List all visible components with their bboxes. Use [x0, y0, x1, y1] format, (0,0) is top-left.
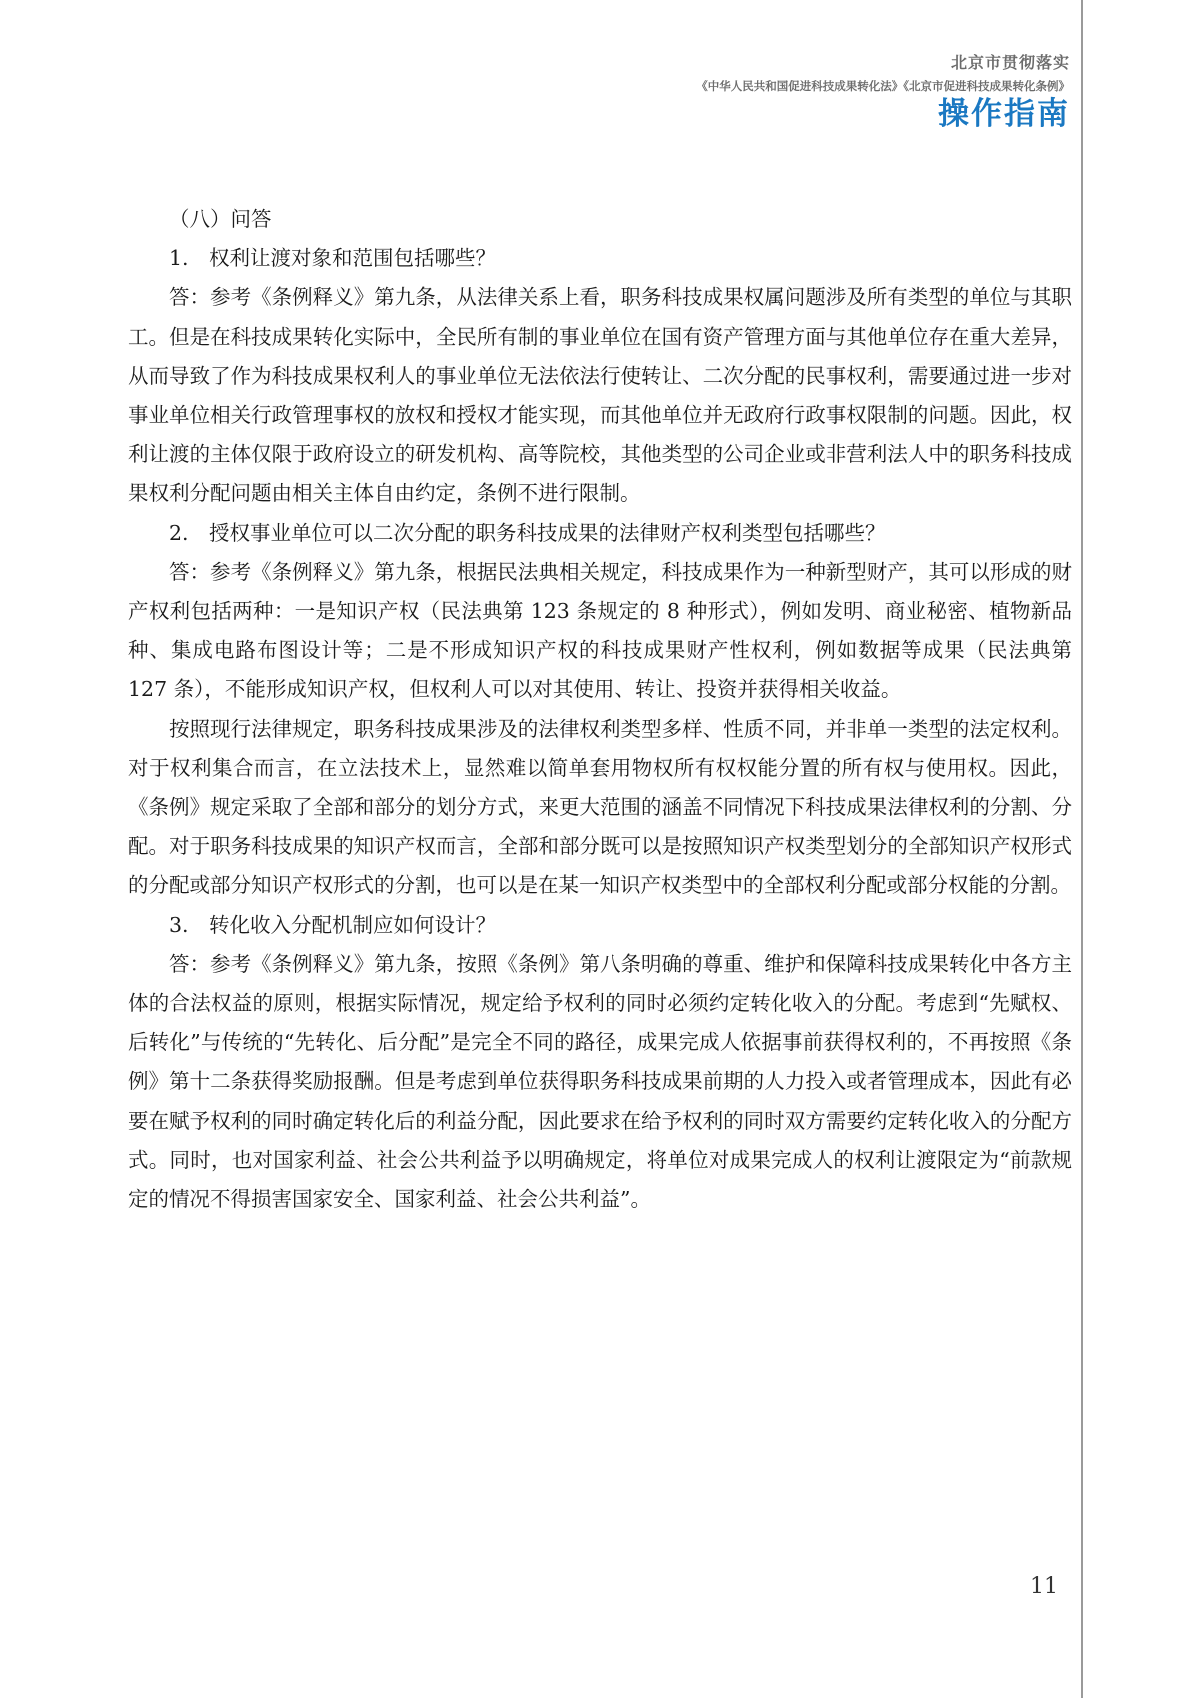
answer-3: 答：参考《条例释义》第九条，按照《条例》第八条明确的尊重、维护和保障科技成果转化中各方主体的合法权益的原则，根据实际情况，规定给予权利的同时必须约定转化收入的分配。考虑到“先赋权、后转化”与传统的“先转化、后分配”是完全不同的路径，成果完成人依据事前获得权利的，不再按照《条例》第十二条获得奖励报酬。但是考虑到单位获得职务科技成果前期的人力投入或者管理成本，因此有必要在赋予权利的同时确定转化后的利益分配，因此要求在给予权利的同时双方需要约定转化收入的分配方式。同时，也对国家利益、社会公共利益予以明确规定，将单位对成果完成人的权利让渡限定为“前款规定的情况不得损害国家安全、国家利益、社会公共利益”。 — [128, 951, 1072, 1212]
answer-1: 答：参考《条例释义》第九条，从法律关系上看，职务科技成果权属问题涉及所有类型的单位与其职工。但是在科技成果转化实际中，全民所有制的事业单位在国有资产管理方面与其他单位存在重大差异，从而导致了作为科技成果权利人的事业单位无法依法行使转让、二次分配的民事权利，需要通过进一步对事业单位相关行政管理事权的放权和授权才能实现，而其他单位并无政府行政事权限制的问题。因此，权利让渡的主体仅限于政府设立的研发机构、高等院校，其他类型的公司企业或非营利法人中的职务科技成果权利分配问题由相关主体自由约定，条例不进行限制。 — [128, 285, 1072, 506]
right-margin-rule — [1081, 0, 1083, 1698]
question-1: 1. 权利让渡对象和范围包括哪些？ — [169, 246, 497, 271]
header-guide-title: 操作指南 — [938, 96, 1070, 132]
header-series-title: 北京市贯彻落实 — [950, 53, 1070, 72]
answer-2: 答：参考《条例释义》第九条，根据民法典相关规定，科技成果作为一种新型财产，其可以形成的财产权利包括两种：一是知识产权（民法典第 123 条规定的 8 种形式），例如发明、商业秘密、植物新品种、集成电路布图设计等；二是不形成知识产权的科技成果财产性权利，例如数据等成果（民法典第 127 条），不能形成知识产权，但权利人可以对其使用、转让、投资并获得相关收益。 — [128, 559, 1072, 702]
answer-2-continued: 按照现行法律规定，职务科技成果涉及的法律权利类型多样、性质不同，并非单一类型的法定权利。对于权利集合而言，在立法技术上，显然难以简单套用物权所有权权能分置的所有权与使用权。因此，《条例》规定采取了全部和部分的划分方式，来更大范围的涵盖不同情况下科技成果法律权利的分割、分配。对于职务科技成果的知识产权而言，全部和部分既可以是按照知识产权类型划分的全部知识产权形式的分配或部分知识产权形式的分割，也可以是在某一知识产权类型中的全部权利分配或部分权能的分割。 — [128, 716, 1072, 898]
running-header — [696, 52, 1070, 133]
body-text — [128, 200, 1072, 1219]
header-law-titles: 《中华人民共和国促进科技成果转化法》《北京市促进科技成果转化条例》 — [696, 79, 1070, 93]
page-number: 11 — [1030, 1574, 1058, 1599]
question-3: 3. 转化收入分配机制应如何设计？ — [169, 912, 497, 937]
question-2: 2. 授权事业单位可以二次分配的职务科技成果的法律财产权利类型包括哪些？ — [169, 520, 886, 545]
section-heading: （八）问答 — [169, 207, 272, 231]
